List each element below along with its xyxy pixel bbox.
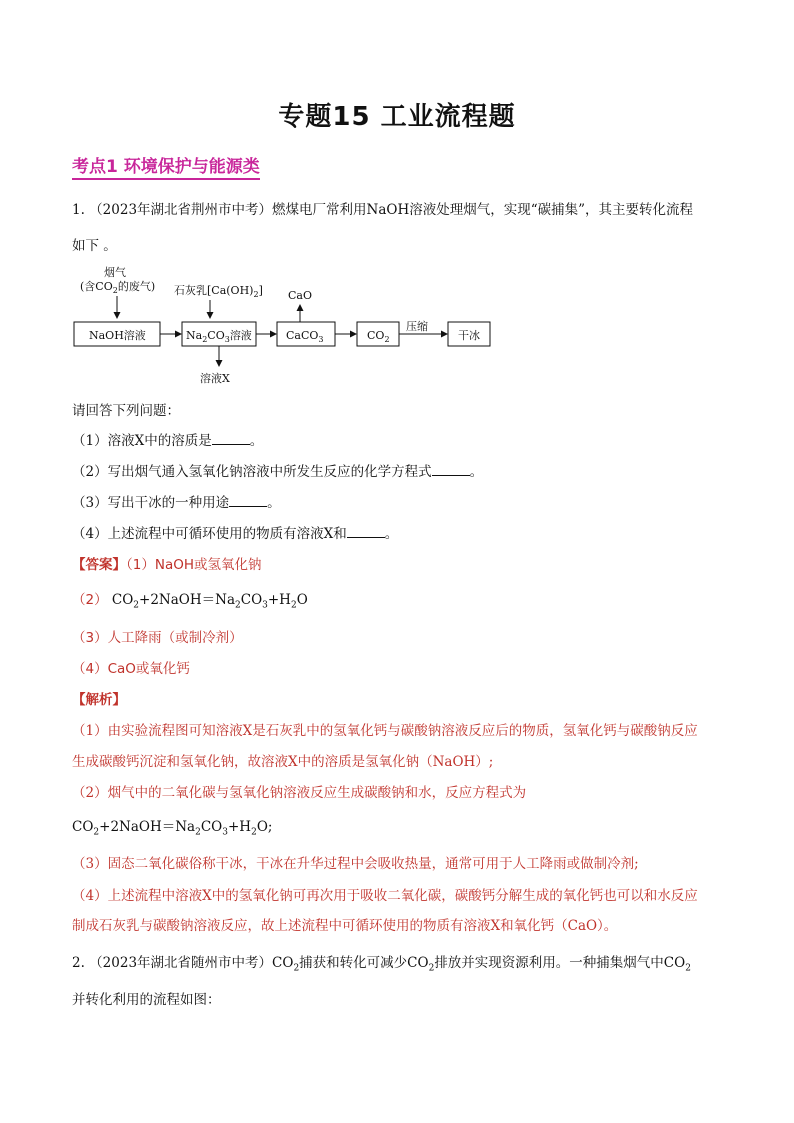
answer-label: 【答案】 bbox=[72, 557, 126, 573]
diagram-gas-label-1: 烟气 bbox=[104, 266, 126, 279]
analysis-1-line-2: 生成碳酸钙沉淀和氢氧化钠，故溶液X中的溶质是氢氧化钠（NaOH）; bbox=[72, 754, 494, 770]
answer-line-3: （3）人工降雨（或制冷剂） bbox=[72, 630, 243, 646]
q1-sub3: （3）写出干冰的一种用途 。 bbox=[72, 495, 281, 511]
answer-line-4: （4）CaO或氧化钙 bbox=[72, 661, 190, 677]
q1-intro-line2: 如下 。 bbox=[72, 238, 117, 254]
q1-intro-line1: 1. （2023年湖北省荆州市中考）燃煤电厂常利用NaOH溶液处理烟气，实现“碳捕集”，其主要转化流程 bbox=[72, 202, 694, 218]
q1-sub2: （2）写出烟气通入氢氧化钠溶液中所发生反应的化学方程式 。 bbox=[72, 464, 484, 480]
q1-sub4: （4）上述流程中可循环使用的物质有溶液X和 。 bbox=[72, 526, 399, 542]
analysis-3: （3）固态二氧化碳俗称干冰，干冰在升华过程中会吸收热量，通常可用于人工降雨或做制冷剂; bbox=[72, 856, 639, 872]
section-heading: 考点1 环境保护与能源类 bbox=[72, 152, 260, 180]
analysis-2-equation: $CO_2+2NaOH=Na_2CO_3+H_2O$; bbox=[72, 819, 273, 838]
analysis-4-line-2: 制成石灰乳与碳酸钠溶液反应，故上述流程中可循环使用的物质有溶液X和氧化钙（CaO）。 bbox=[72, 918, 618, 934]
diagram-compress-label: 压缩 bbox=[406, 320, 428, 333]
q2-line-1: 2. （2023年湖北省随州市中考）$CO_2$捕获和转化可减少$CO_2$排放并实现资源利用。一种捕集烟气中$CO_2$ bbox=[72, 955, 691, 974]
q1-prompt: 请回答下列问题： bbox=[72, 403, 180, 419]
analysis-4-line-1: （4）上述流程中溶液X中的氢氧化钠可再次用于吸收二氧化碳，碳酸钙分解生成的氧化钙也可以和水反应 bbox=[72, 888, 698, 904]
diagram-cao-label: CaO bbox=[288, 289, 312, 302]
diagram-box-naoh-text: NaOH溶液 bbox=[89, 329, 146, 342]
analysis-1-line-1: （1）由实验流程图可知溶液X是石灰乳中的氢氧化钙与碳酸钠溶液反应后的物质，氢氧化钙与碳酸钠反应 bbox=[72, 723, 698, 739]
diagram-gas-label-2: (含$CO_2$的废气) bbox=[80, 280, 156, 295]
diagram-box-caco3-text: CaCO$_3$ bbox=[286, 329, 324, 344]
answer-blank[interactable] bbox=[212, 432, 250, 445]
answer-line-2: （2） $CO_2+2NaOH=Na_2CO_3+H_2O$ bbox=[72, 592, 308, 611]
analysis-label: 【解析】 bbox=[72, 692, 126, 708]
q1-sub1: （1）溶液X中的溶质是 。 bbox=[72, 433, 264, 449]
diagram-box-na2co3-text: $Na_2CO_3$溶液 bbox=[186, 329, 252, 344]
diagram-lime-label: 石灰乳$[Ca(OH)_2]$ bbox=[174, 284, 263, 299]
flow-diagram bbox=[70, 262, 500, 392]
answer-blank[interactable] bbox=[229, 494, 267, 507]
diagram-box-dry-ice-text: 干冰 bbox=[458, 329, 480, 342]
answer-blank[interactable] bbox=[347, 525, 385, 538]
q2-line-2: 并转化利用的流程如图： bbox=[72, 992, 221, 1008]
answer-equation: $CO_2+2NaOH=Na_2CO_3+H_2O$ bbox=[111, 592, 308, 611]
answer-blank[interactable] bbox=[432, 463, 470, 476]
answer-line-1: 【答案】（1）NaOH或氢氧化钠 bbox=[72, 557, 262, 573]
page-title: 专题15 工业流程题 bbox=[278, 102, 516, 132]
analysis-2-line-1: （2）烟气中的二氧化碳与氢氧化钠溶液反应生成碳酸钠和水，反应方程式为 bbox=[72, 785, 527, 801]
diagram-box-co2-text: $CO_2$ bbox=[367, 329, 390, 344]
diagram-solution-x-label: 溶液X bbox=[200, 372, 230, 385]
